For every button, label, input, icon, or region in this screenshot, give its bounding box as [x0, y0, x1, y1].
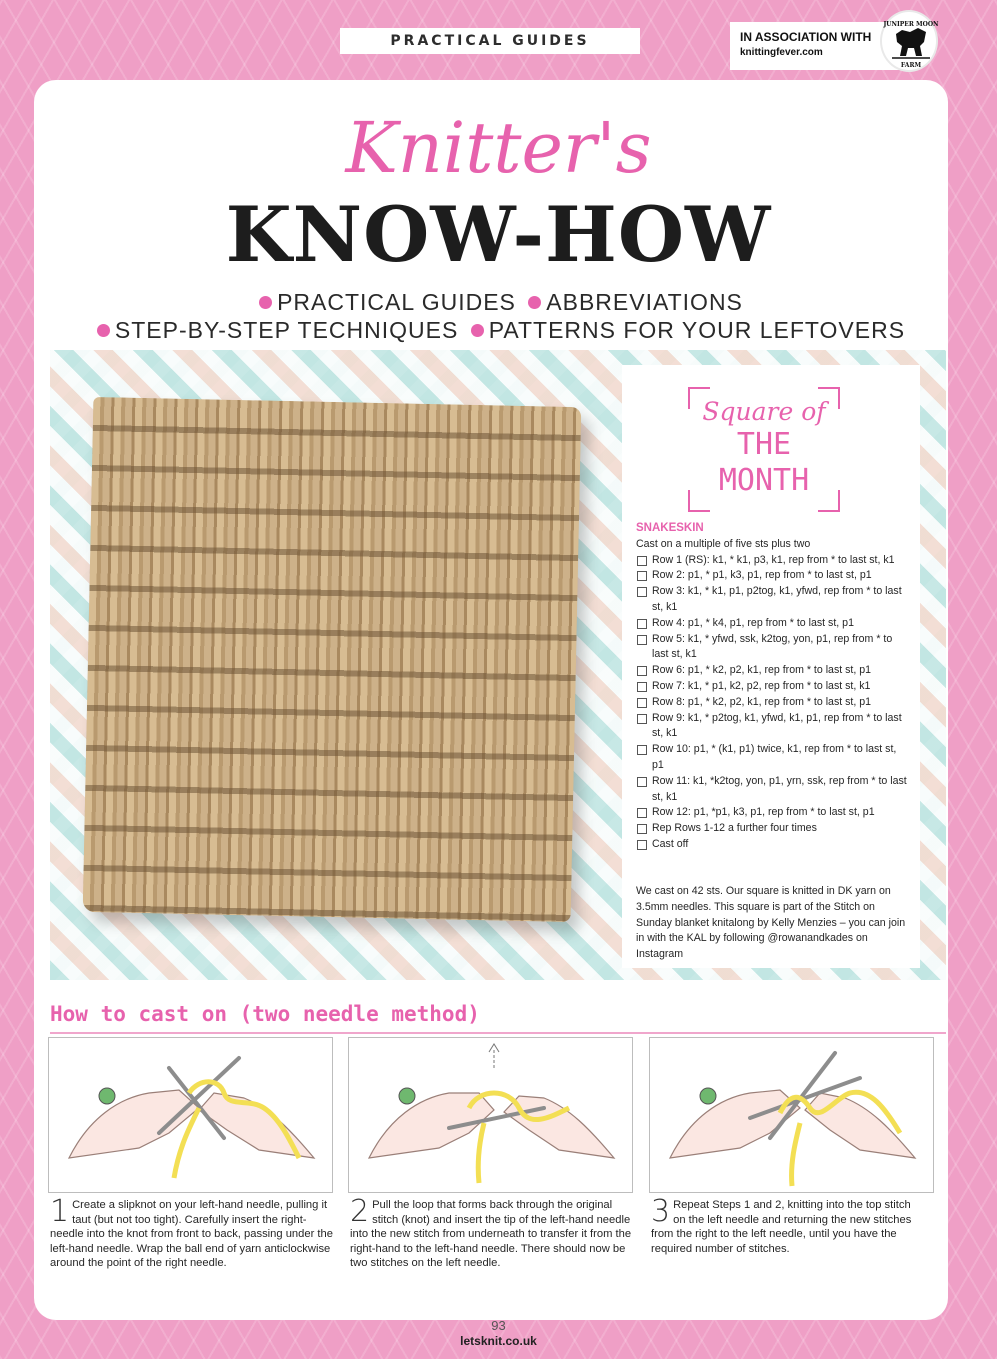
step-description: Pull the loop that forms back through the original stitch (knot) and insert the tip of the left-hand needle into the new stitch from underneath to transfer it from the right-hand to the left-hand needle. There should now be two stitches on the left needle. [350, 1199, 632, 1270]
pattern-row-text: Row 2: p1, * p1, k3, p1, rep from * to last st, p1 [652, 569, 872, 582]
brand-logo-top-text: JUNIPER MOON [883, 21, 939, 28]
pattern-row-text: Row 9: k1, * p2tog, k1, yfwd, k1, p1, rep from * to last st, k1 [652, 711, 902, 740]
step-1-illustration [48, 1037, 333, 1193]
pattern-row-text: Row 12: p1, *p1, k3, p1, rep from * to last st, p1 [652, 806, 875, 819]
brand-logo-bottom-text: FARM [900, 62, 922, 69]
brand-logo [880, 10, 938, 72]
step-number: 1 [50, 1194, 70, 1229]
checkbox-icon[interactable] [637, 635, 647, 645]
som-line-2: THE [736, 427, 792, 462]
pattern-row-text: Row 4: p1, * k4, p1, rep from * to last st, p1 [652, 616, 854, 629]
checkbox-icon[interactable] [637, 840, 647, 850]
section-tag: PRACTICAL GUIDES [340, 28, 640, 54]
checkbox-icon[interactable] [637, 666, 647, 676]
pattern-rows [636, 553, 908, 853]
step-description: Repeat Steps 1 and 2, knitting into the top stitch on the left needle and returning the new stitches from the right to the left needle, until you have the required number of stitches. [651, 1199, 912, 1255]
pattern-row [636, 553, 908, 569]
association-title: IN ASSOCIATION WITH [740, 30, 872, 44]
pattern-title: SNAKESKIN [636, 522, 704, 534]
page-header [0, 0, 997, 80]
step-number: 2 [350, 1194, 370, 1229]
pattern-row [636, 616, 908, 632]
pattern-row-text: Row 5: k1, * yfwd, ssk, k2tog, yon, p1, rep from * to last st, k1 [652, 632, 893, 661]
pattern-row-text: Cast off [652, 837, 689, 850]
hero-script-title: Knitter's [345, 107, 652, 189]
pattern-intro: Cast on a multiple of five sts plus two [636, 537, 811, 550]
pattern-row [636, 663, 908, 679]
tagline-line-2 [0, 315, 997, 345]
pattern-row [636, 695, 908, 711]
hero-main-title: KNOW-HOW [225, 190, 772, 279]
step-3-illustration [649, 1037, 934, 1193]
pattern-row [636, 568, 908, 584]
tagline-line-1 [0, 287, 997, 317]
pattern-row-text: Row 8: p1, * k2, p2, k1, rep from * to last st, p1 [652, 695, 872, 708]
howto-title: How to cast on (two needle method) [50, 1002, 480, 1026]
som-line-1: Square of [702, 397, 826, 426]
step-1-text [50, 1194, 333, 1271]
checkbox-icon[interactable] [637, 571, 647, 581]
pattern-row [636, 805, 908, 821]
checkbox-icon[interactable] [637, 556, 647, 566]
tagline-item: STEP-BY-STEP TECHNIQUES [114, 317, 459, 343]
pattern-row [636, 742, 908, 774]
divider [50, 1032, 946, 1034]
step-description: Create a slipknot on your left-hand needle, pulling it taut (but not too tight). Carefully insert the right-needle into the knot from front to back, passing under the left-hand needle. Wrap the ball end of yarn anticlockwise around the point of the right needle. [50, 1199, 333, 1270]
association-url[interactable]: knittingfever.com [740, 47, 823, 58]
bullet-dot-icon [471, 324, 484, 337]
checkbox-icon[interactable] [637, 587, 647, 597]
pattern-row-text: Rep Rows 1-12 a further four times [652, 822, 817, 835]
checkbox-icon[interactable] [637, 808, 647, 818]
step-number: 3 [651, 1194, 671, 1229]
checkbox-icon[interactable] [637, 698, 647, 708]
tagline-item: PATTERNS FOR YOUR LEFTOVERS [488, 317, 906, 343]
pattern-instructions [636, 521, 908, 853]
pattern-row [636, 711, 908, 743]
pattern-row-text: Row 6: p1, * k2, p2, k1, rep from * to last st, p1 [652, 664, 872, 677]
square-of-month-badge [688, 387, 840, 512]
tagline-item: ABBREVIATIONS [546, 289, 743, 315]
tagline-item: PRACTICAL GUIDES [277, 289, 516, 315]
bullet-dot-icon [528, 296, 541, 309]
pattern-note: We cast on 42 sts. Our square is knitted in DK yarn on 3.5mm needles. This square is part of the Stitch on Sunday blanket knitalong by Kelly Menzies – you can join in with the KAL by following @rowanandkades on Instagram [636, 885, 906, 961]
checkbox-icon[interactable] [637, 824, 647, 834]
pattern-row [636, 584, 908, 616]
pattern-row [636, 632, 908, 664]
checkbox-icon[interactable] [637, 777, 647, 787]
step-2-illustration [348, 1037, 633, 1193]
pattern-row [636, 679, 908, 695]
pattern-row [636, 837, 908, 853]
checkbox-icon[interactable] [637, 714, 647, 724]
step-3-text [651, 1194, 921, 1256]
page-number: 93 [491, 1318, 506, 1333]
knitted-swatch-photo [83, 397, 582, 922]
pattern-row [636, 821, 908, 837]
pattern-row-text: Row 10: p1, * (k1, p1) twice, k1, rep from * to last st, p1 [652, 743, 897, 771]
bullet-dot-icon [97, 324, 110, 337]
step-2-text [350, 1194, 633, 1271]
pattern-row [636, 774, 908, 806]
pattern-row-text: Row 11: k1, *k2tog, yon, p1, yrn, ssk, rep from * to last st, k1 [652, 774, 907, 803]
som-line-3: MONTH [718, 463, 810, 498]
pattern-row-text: Row 3: k1, * k1, p1, p2tog, k1, yfwd, rep from * to last st, k1 [652, 585, 902, 613]
checkbox-icon[interactable] [637, 745, 647, 755]
footer-site-link[interactable]: letsknit.co.uk [460, 1334, 537, 1348]
checkbox-icon[interactable] [637, 682, 647, 692]
pattern-row-text: Row 1 (RS): k1, * k1, p3, k1, rep from * to last st, k1 [652, 553, 895, 566]
checkbox-icon[interactable] [637, 619, 647, 629]
bullet-dot-icon [259, 296, 272, 309]
pattern-row-text: Row 7: k1, * p1, k2, p2, rep from * to last st, k1 [652, 679, 871, 692]
